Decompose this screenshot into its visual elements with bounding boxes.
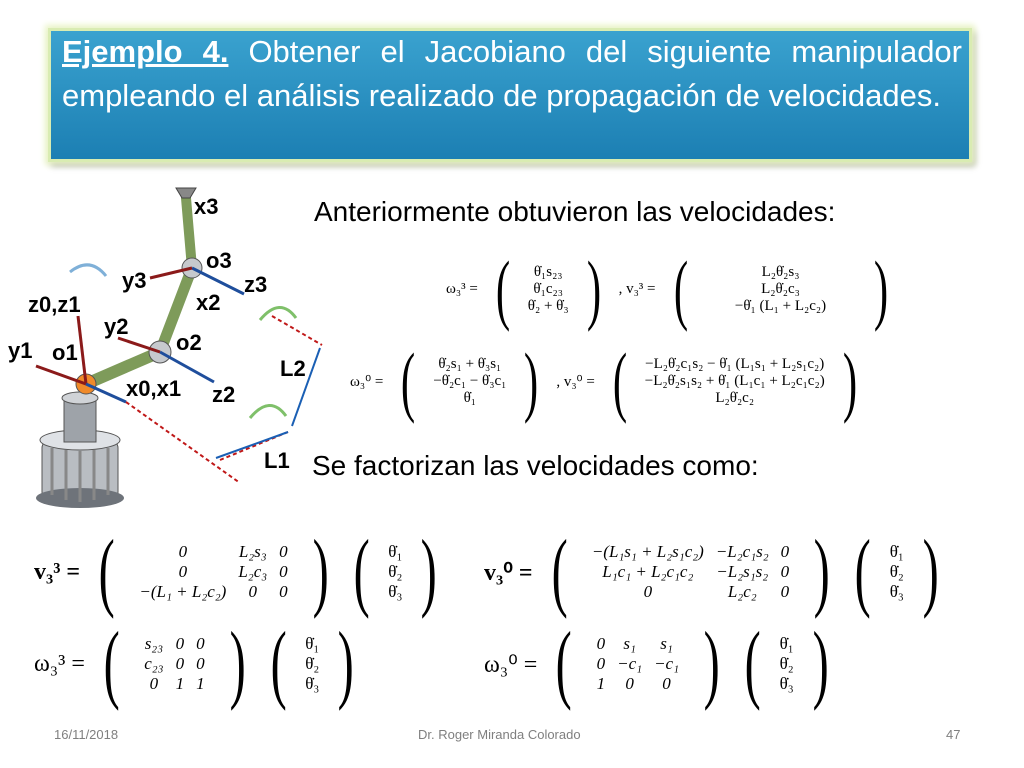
matrix-entry: θ̇₂ bbox=[388, 562, 403, 581]
label-o1: o1 bbox=[52, 340, 78, 365]
heading-factor: Se factorizan las velocidades como: bbox=[312, 450, 759, 481]
matrix-entry: 0 bbox=[780, 582, 790, 601]
matrix-entry: 0 bbox=[643, 582, 653, 601]
v30-row-3: L₂θ̇₂c₂ bbox=[715, 389, 755, 406]
title-body: Obtener el Jacobiano del siguiente manipulador empleando el análisis realizado de propagación de velocidades. bbox=[62, 34, 962, 113]
label-x3: x3 bbox=[194, 194, 219, 219]
matrix-entry: 0 bbox=[662, 674, 671, 693]
matrix-entry: θ̇₃ bbox=[388, 582, 403, 601]
matrix-entry: 1 bbox=[596, 674, 606, 693]
matrix-entry: −L₂c₁s₂ bbox=[715, 542, 769, 561]
rotation-arc-3 bbox=[250, 405, 286, 418]
matrix-entry: θ̇₁ bbox=[779, 634, 794, 653]
matrix-entry: L₂s₃ bbox=[238, 542, 267, 561]
w33-row-3: θ̇₂ + θ̇₃ bbox=[527, 297, 569, 314]
eq-w33-label: ω₃³ = bbox=[446, 280, 478, 297]
label-y3: y3 bbox=[122, 268, 147, 293]
v30-row-2: −L₂θ̇₂s₁s₂ + θ̇₁ (L₁c₁ + L₂c₁c₂) bbox=[644, 372, 825, 389]
label-o3: o3 bbox=[206, 248, 232, 273]
v30m-label: v₃⁰ = bbox=[484, 559, 533, 586]
matrix-entry: L₂c₃ bbox=[238, 562, 268, 581]
matrix-entry: 0 bbox=[178, 562, 188, 581]
w30-row-3: θ̇₁ bbox=[463, 389, 477, 406]
matrix-entry: θ̇₁ bbox=[305, 634, 320, 653]
label-x2: x2 bbox=[196, 290, 221, 315]
w30-row-2: −θ̇₂c₁ − θ̇₃c₁ bbox=[433, 372, 507, 389]
w33-row-1: θ̇₁s₂₃ bbox=[533, 263, 563, 280]
label-L2: L2 bbox=[280, 356, 306, 381]
matrix-entry: L₂c₂ bbox=[727, 582, 757, 601]
matrix-entry: s₁ bbox=[660, 634, 673, 653]
matrix-entry: −c₁ bbox=[617, 654, 643, 673]
matrix-entry: −(L₁s₁ + L₂s₁c₂) bbox=[591, 542, 704, 561]
matrix-entry: 0 bbox=[625, 674, 634, 693]
matrix-entry: θ̇₁ bbox=[889, 542, 904, 561]
label-x0x1: x0,x1 bbox=[126, 376, 182, 401]
label-y1: y1 bbox=[8, 338, 33, 363]
matrix-entry: c₂₃ bbox=[144, 654, 164, 673]
title-lead: Ejemplo 4. bbox=[62, 34, 229, 69]
matrix-entry: 0 bbox=[149, 674, 159, 693]
matrix-entry: −(L₁ + L₂c₂) bbox=[139, 582, 227, 601]
label-z3: z3 bbox=[244, 272, 268, 297]
matrix-entry: 0 bbox=[279, 562, 288, 581]
eq-v30-label: , v₃⁰ = bbox=[556, 373, 595, 390]
label-z2: z2 bbox=[212, 382, 236, 407]
w33m-label: ω₃³ = bbox=[34, 650, 85, 677]
matrix-entry: −c₁ bbox=[654, 654, 680, 673]
matrix-entry: −L₂s₁s₂ bbox=[716, 562, 769, 581]
slide-title bbox=[62, 30, 962, 118]
robot-column bbox=[64, 400, 96, 442]
eq-w30-v30: ω₃⁰ = ( θ̇₂s₁ + θ̇₃s₁ −θ̇₂c₁ − θ̇₃c₁ θ̇₁ ) , v₃⁰ = ( −L₂θ̇₂c₁s₂ − θ̇₁ (L₁s₁ + L₂s₁c₂) −L₂θ̇₂s₁s₂ + θ̇₁ (L₁c₁ + L₂c₁c₂) L₂θ̇₂c₂ ) bbox=[344, 342, 869, 420]
matrix-entry: 0 bbox=[596, 634, 606, 653]
v33-row-2: L₂θ̇₂c₃ bbox=[761, 280, 800, 297]
matrix-entry: θ̇₁ bbox=[388, 542, 403, 561]
matrix-entry: 1 bbox=[196, 674, 205, 693]
matrix-entry: L₁c₁ + L₂c₁c₂ bbox=[602, 562, 694, 581]
rotation-arc-1 bbox=[70, 265, 106, 276]
eq-v33-matrix: v₃³ = ( 0 L₂s₃ 0 0 L₂c₃ 0 −(L₁ + L₂c₂) 0 0 ) ( θ̇₁ θ̇₂ θ̇₃ ) bbox=[28, 528, 450, 616]
label-o2: o2 bbox=[176, 330, 202, 355]
v30-row-1: −L₂θ̇₂c₁s₂ − θ̇₁ (L₁s₁ + L₂s₁c₂) bbox=[645, 355, 825, 372]
eq-w30-label: ω₃⁰ = bbox=[350, 373, 384, 390]
matrix-entry: 0 bbox=[248, 582, 257, 601]
label-y2: y2 bbox=[104, 314, 129, 339]
heading-previous: Anteriormente obtuvieron las velocidades: bbox=[314, 196, 836, 227]
matrix-entry: 0 bbox=[780, 542, 790, 561]
label-L1: L1 bbox=[264, 448, 290, 473]
matrix-entry: 0 bbox=[780, 562, 790, 581]
link-3 bbox=[186, 198, 192, 268]
w33-row-2: θ̇₁c₂₃ bbox=[533, 280, 563, 297]
matrix-entry: 1 bbox=[175, 674, 185, 693]
matrix-entry: 0 bbox=[279, 542, 288, 561]
eq-v30-matrix: v₃⁰ = ( −(L₁s₁ + L₂s₁c₂) −L₂c₁s₂ 0 L₁c₁ + L₂c₁c₂ −L₂s₁s₂ 0 0 L₂c₂ 0 ) ( θ̇₁ θ̇₂ θ̇₃ ) bbox=[478, 528, 951, 616]
w30m-label: ω₃⁰ = bbox=[484, 651, 538, 678]
matrix-entry: θ̇₃ bbox=[779, 674, 794, 693]
eq-w33-matrix: ω₃³ = ( s₂₃ 0 0 c₂₃ 0 0 0 1 1 ) ( θ̇₁ θ̇₂ θ̇₃ ) bbox=[28, 620, 367, 708]
matrix-entry: s₁ bbox=[623, 634, 636, 653]
matrix-entry: θ̇₂ bbox=[779, 654, 794, 673]
matrix-entry: 0 bbox=[596, 654, 606, 673]
v33-row-3: −θ̇₁ (L₁ + L₂c₂) bbox=[734, 297, 827, 314]
matrix-entry: θ̇₂ bbox=[305, 654, 320, 673]
eq-w30-matrix: ω₃⁰ = ( 0 s₁ s₁ 0 −c₁ −c₁ 1 0 0 ) ( θ̇₁ θ̇₂ θ̇₃ ) bbox=[478, 620, 841, 708]
v33-row-1: L₂θ̇₂s₃ bbox=[761, 263, 800, 280]
matrix-entry: 0 bbox=[175, 634, 185, 653]
rotation-arc-2 bbox=[260, 307, 296, 320]
w30-row-1: θ̇₂s₁ + θ̇₃s₁ bbox=[438, 355, 502, 372]
matrix-entry: 0 bbox=[279, 582, 288, 601]
manipulator-figure bbox=[0, 170, 340, 510]
footer-page-number: 47 bbox=[946, 727, 961, 742]
label-z0z1: z0,z1 bbox=[28, 292, 81, 317]
matrix-entry: 0 bbox=[196, 654, 205, 673]
matrix-entry: θ̇₃ bbox=[305, 674, 320, 693]
v33m-label: v₃³ = bbox=[34, 558, 81, 585]
matrix-entry: 0 bbox=[175, 654, 185, 673]
matrix-entry: s₂₃ bbox=[144, 634, 164, 653]
footer-author: Dr. Roger Miranda Colorado bbox=[418, 727, 581, 742]
eq-w33-v33: ω₃³ = ( θ̇₁s₂₃ θ̇₁c₂₃ θ̇₂ + θ̇₃ ) , v₃³ = ( L₂θ̇₂s₃ L₂θ̇₂c₃ −θ̇₁ (L₁ + L₂c₂) ) bbox=[440, 250, 899, 328]
matrix-entry: 0 bbox=[178, 542, 188, 561]
matrix-entry: θ̇₂ bbox=[889, 562, 904, 581]
matrix-entry: 0 bbox=[196, 634, 205, 653]
matrix-entry: θ̇₃ bbox=[889, 582, 904, 601]
footer-date: 16/11/2018 bbox=[54, 727, 119, 742]
eq-v33-label: , v₃³ = bbox=[618, 280, 656, 297]
